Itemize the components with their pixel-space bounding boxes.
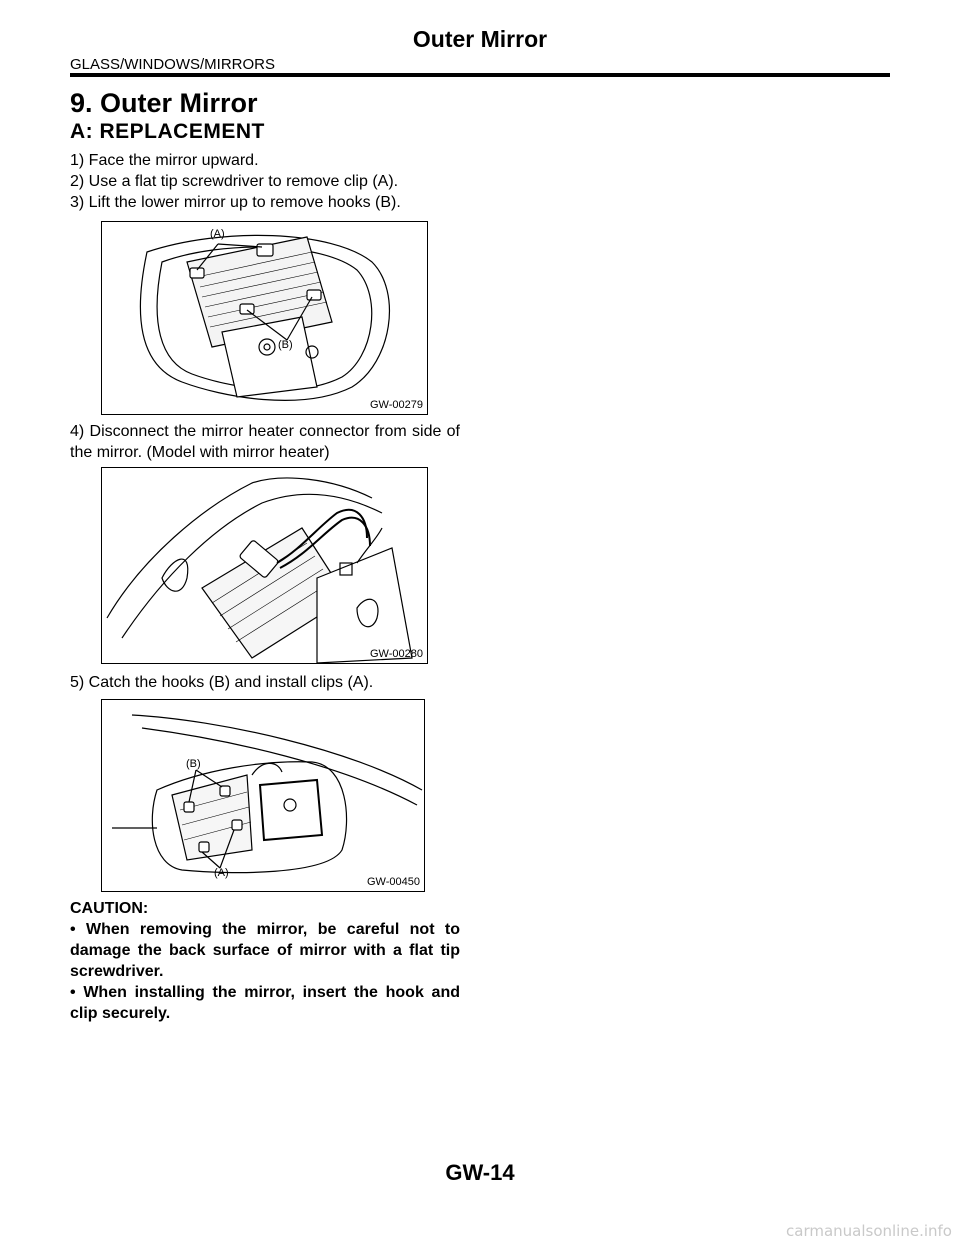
caution-title: CAUTION:: [70, 900, 149, 917]
page-header-title: Outer Mirror: [412, 26, 548, 52]
hook-clip-illustration: [102, 700, 426, 893]
caution-block: [70, 898, 460, 1024]
caution-item: • When installing the mirror, insert the hook and clip securely.: [70, 984, 460, 1022]
figure-code: GW-00279: [370, 399, 423, 411]
callout-label-a: (A): [210, 228, 225, 240]
figure-gw-00450: [101, 699, 425, 892]
section-heading: 9. Outer Mirror: [70, 88, 258, 118]
figure-code: GW-00280: [370, 648, 423, 660]
watermark: carmanualsonline.info: [786, 1222, 952, 1240]
figure-gw-00280: [101, 467, 428, 664]
mirror-clip-illustration: [102, 222, 429, 416]
section-label: GLASS/WINDOWS/MIRRORS: [70, 56, 276, 73]
subsection-heading: A: REPLACEMENT: [70, 120, 265, 143]
step-1: 1) Face the mirror upward.: [70, 152, 259, 169]
callout-label-a: (A): [214, 867, 229, 879]
header-divider: [70, 73, 890, 77]
callout-label-b: (B): [278, 339, 293, 351]
heater-connector-illustration: [102, 468, 429, 665]
step-4: 4) Disconnect the mirror heater connector from side of the mirror. (Model with mirror heater): [70, 423, 460, 461]
step-3: 3) Lift the lower mirror up to remove hooks (B).: [70, 194, 401, 211]
step-2: 2) Use a flat tip screwdriver to remove clip (A).: [70, 173, 399, 190]
step-5: 5) Catch the hooks (B) and install clips (A).: [70, 674, 374, 691]
page-number: GW-14: [445, 1160, 515, 1185]
figure-code: GW-00450: [367, 876, 420, 888]
figure-gw-00279: [101, 221, 428, 415]
callout-label-b: (B): [186, 758, 201, 770]
caution-item: • When removing the mirror, be careful not to damage the back surface of mirror with a flat tip screwdriver.: [70, 921, 460, 980]
